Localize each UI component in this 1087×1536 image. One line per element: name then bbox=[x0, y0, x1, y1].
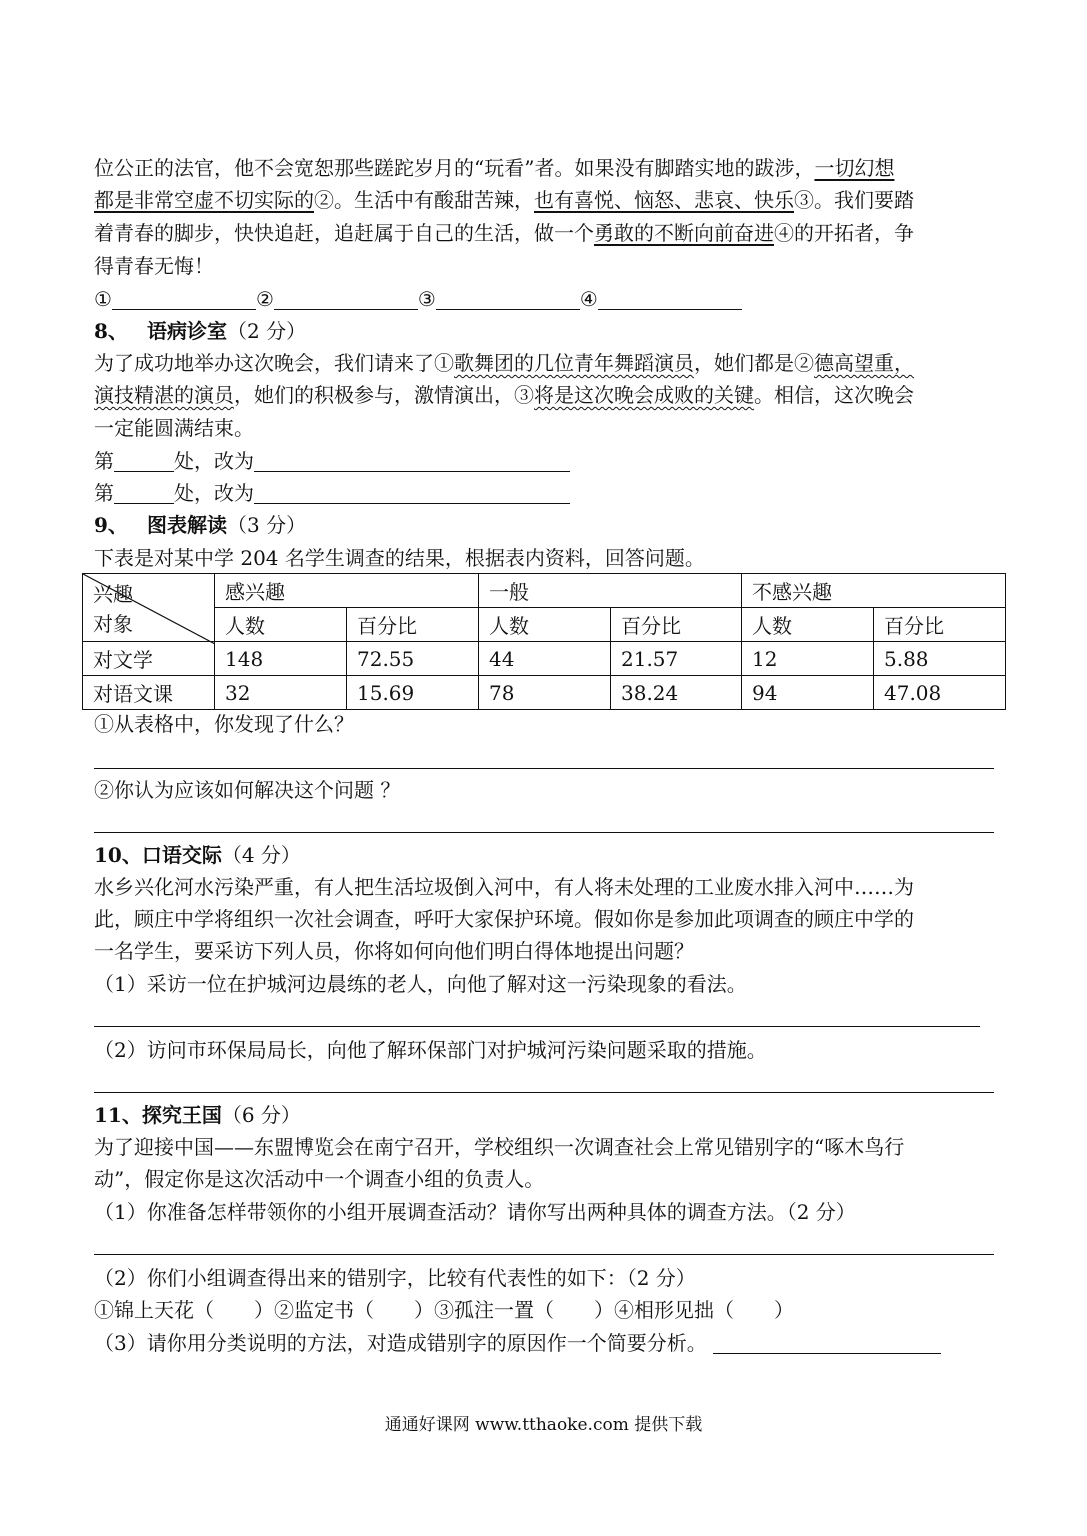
table-subheader-row bbox=[83, 608, 1006, 642]
q11-item-3-text: （3）请你用分类说明的方法，对造成错别字的原因作一个简要分析。 bbox=[94, 1331, 707, 1355]
q9-intro-text: 下表是对某中学 204 名学生调查的结果，根据表内资料，回答问题。 bbox=[94, 546, 705, 570]
q11-heading bbox=[94, 1102, 301, 1128]
passage-text: 位公正的法官，他不会宽恕那些蹉跎岁月的“玩看”者。如果没有脚踏实地的跋涉， bbox=[94, 156, 815, 180]
passage-text: ④的开拓者，争 bbox=[774, 221, 914, 245]
underlined-phrase-1: 一切幻想 bbox=[814, 156, 895, 180]
q8-score: （2 分） bbox=[227, 319, 307, 343]
table-cell: 5.88 bbox=[874, 642, 1006, 676]
q9-heading bbox=[94, 512, 306, 538]
q11-item-1 bbox=[94, 1199, 856, 1225]
q8-title: 语病诊室 bbox=[147, 319, 227, 343]
q8-line-3 bbox=[94, 415, 254, 441]
table-cell: 38.24 bbox=[611, 676, 742, 710]
q10-score: （4 分） bbox=[221, 843, 301, 867]
q9-sub-2-text: ②你认为应该如何解决这个问题 ？ bbox=[94, 778, 401, 802]
q8-wavy-phrase-2-cont: 演技精湛的演员 bbox=[94, 383, 234, 407]
subheader-cell: 人数 bbox=[742, 608, 874, 642]
answer-line-q11-1[interactable] bbox=[94, 1254, 994, 1255]
survey-table bbox=[82, 573, 1006, 710]
passage-text: ②。生活中有酸甜苦辣， bbox=[314, 188, 534, 212]
q10-item-1 bbox=[94, 971, 747, 997]
blank-mark-2: ② bbox=[255, 287, 274, 311]
answer-line-q9-2[interactable] bbox=[94, 832, 994, 833]
q10-line-3 bbox=[94, 938, 694, 964]
q9-sub-2 bbox=[94, 777, 400, 803]
table-cell: 72.55 bbox=[347, 642, 479, 676]
q8-text: 为了成功地举办这次晚会，我们请来了① bbox=[94, 351, 454, 375]
corner-label-bottom: 对象 bbox=[93, 612, 133, 636]
q10-text: 此，顾庄中学将组织一次社会调查，呼吁大家保护环境。假如你是参加此项调查的顾庄中学的 bbox=[94, 907, 914, 931]
table-cell: 47.08 bbox=[874, 676, 1006, 710]
underlined-phrase-3: 也有喜悦、恼怒、悲哀、快乐 bbox=[534, 188, 794, 212]
fix-answer-blank-2[interactable] bbox=[254, 503, 570, 504]
table-corner-cell bbox=[83, 574, 215, 642]
answer-blanks-row bbox=[94, 286, 742, 312]
q9-sub-1 bbox=[94, 711, 354, 737]
q10-item-2-text: （2）访问市环保局局长，向他了解环保部门对护城河污染问题采取的措施。 bbox=[94, 1038, 767, 1062]
q11-words-row bbox=[94, 1297, 794, 1323]
table-cell: 21.57 bbox=[611, 642, 742, 676]
fix-mid: 处，改为 bbox=[174, 481, 254, 505]
answer-blank-q11-3[interactable] bbox=[713, 1353, 941, 1354]
answer-blank-3[interactable] bbox=[436, 309, 580, 310]
corner-label-top: 兴趣 bbox=[93, 582, 133, 606]
fix-position-blank-1[interactable] bbox=[114, 471, 174, 472]
subheader-cell: 人数 bbox=[479, 608, 611, 642]
group-header-neutral: 一般 bbox=[479, 574, 742, 608]
q11-item-2-text: （2）你们小组调查得出来的错别字，比较有代表性的如下：（2 分） bbox=[94, 1266, 696, 1290]
blank-mark-3: ③ bbox=[417, 287, 436, 311]
passage-line-3 bbox=[94, 220, 914, 246]
table-cell: 148 bbox=[215, 642, 347, 676]
q11-title: 探究王国 bbox=[141, 1103, 222, 1127]
passage-text: ③。我们要踏 bbox=[794, 188, 914, 212]
q8-text: ，她们的积极参与，激情演出，③ bbox=[234, 383, 534, 407]
q11-typo-words: ①锦上天花（ ）②监定书（ ）③孤注一置（ ）④相形见拙（ ） bbox=[94, 1298, 794, 1322]
q8-heading bbox=[94, 318, 306, 344]
passage-text: 着青春的脚步，快快追赶，追赶属于自己的生活，做一个 bbox=[94, 221, 594, 245]
q10-item-2 bbox=[94, 1037, 767, 1063]
table-cell: 15.69 bbox=[347, 676, 479, 710]
q8-fix-row-1 bbox=[94, 448, 570, 474]
q8-number: 8、 bbox=[94, 319, 128, 343]
q9-intro bbox=[94, 545, 705, 571]
subheader-cell: 百分比 bbox=[874, 608, 1006, 642]
q10-text: 水乡兴化河水污染严重，有人把生活垃圾倒入河中，有人将未处理的工业废水排入河中……为 bbox=[94, 875, 914, 899]
q11-number: 11、 bbox=[94, 1103, 142, 1127]
q9-title: 图表解读 bbox=[147, 513, 227, 537]
q11-line-2 bbox=[94, 1166, 544, 1192]
answer-blank-1[interactable] bbox=[112, 309, 256, 310]
table-cell: 44 bbox=[479, 642, 611, 676]
q11-item-2 bbox=[94, 1265, 696, 1291]
q10-text: 一名学生，要采访下列人员，你将如何向他们明白得体地提出问题？ bbox=[94, 939, 694, 963]
table-row bbox=[83, 676, 1006, 710]
q8-line-2 bbox=[94, 382, 914, 408]
table-row bbox=[83, 642, 1006, 676]
table-cell: 94 bbox=[742, 676, 874, 710]
q11-text: 为了迎接中国——东盟博览会在南宁召开，学校组织一次调查社会上常见错别字的“啄木鸟行 bbox=[94, 1135, 905, 1159]
passage-line-4 bbox=[94, 253, 214, 279]
passage-text: 得青春无悔！ bbox=[94, 254, 214, 278]
subheader-cell: 人数 bbox=[215, 608, 347, 642]
fix-answer-blank-1[interactable] bbox=[254, 471, 570, 472]
q8-wavy-phrase-1: 歌舞团的几位青年舞蹈演员 bbox=[454, 351, 694, 375]
q11-line-1 bbox=[94, 1134, 904, 1160]
answer-line-q10-1[interactable] bbox=[94, 1026, 980, 1027]
passage-line-2 bbox=[94, 187, 914, 213]
table-cell: 32 bbox=[215, 676, 347, 710]
answer-blank-2[interactable] bbox=[274, 309, 418, 310]
page-footer: 通通好课网 www.tthaoke.com 提供下载 bbox=[384, 1415, 703, 1435]
q8-text: ，她们都是② bbox=[694, 351, 814, 375]
row-label: 对语文课 bbox=[83, 676, 215, 710]
group-header-interested: 感兴趣 bbox=[215, 574, 479, 608]
answer-line-q10-2[interactable] bbox=[94, 1092, 994, 1093]
subheader-cell: 百分比 bbox=[347, 608, 479, 642]
table-cell: 78 bbox=[479, 676, 611, 710]
fix-position-blank-2[interactable] bbox=[114, 503, 174, 504]
q10-item-1-text: （1）采访一位在护城河边晨练的老人，向他了解对这一污染现象的看法。 bbox=[94, 972, 747, 996]
blank-mark-4: ④ bbox=[579, 287, 598, 311]
group-header-not-interested: 不感兴趣 bbox=[742, 574, 1006, 608]
q11-item-1-text: （1）你准备怎样带领你的小组开展调查活动？请你写出两种具体的调查方法。（2 分） bbox=[94, 1200, 856, 1224]
q9-score: （3 分） bbox=[227, 513, 307, 537]
q10-number: 10、 bbox=[94, 843, 142, 867]
blank-mark-1: ① bbox=[94, 287, 112, 311]
table-header-row bbox=[83, 574, 1006, 608]
answer-blank-4[interactable] bbox=[598, 309, 742, 310]
q9-number: 9、 bbox=[94, 513, 128, 537]
q10-line-1 bbox=[94, 874, 914, 900]
fix-prefix: 第 bbox=[94, 481, 114, 505]
fix-prefix: 第 bbox=[94, 449, 114, 473]
q9-sub-1-text: ①从表格中，你发现了什么？ bbox=[94, 712, 354, 736]
q10-line-2 bbox=[94, 906, 914, 932]
answer-line-q9-1[interactable] bbox=[94, 768, 994, 769]
passage-line-1 bbox=[94, 155, 894, 181]
subheader-cell: 百分比 bbox=[611, 608, 742, 642]
underlined-phrase-1-cont: 都是非常空虚不切实际的 bbox=[94, 188, 314, 212]
q11-item-3 bbox=[94, 1330, 941, 1356]
q10-title: 口语交际 bbox=[141, 843, 222, 867]
row-label: 对文学 bbox=[83, 642, 215, 676]
q8-wavy-phrase-3: 将是这次晚会成败的关键 bbox=[534, 383, 754, 407]
underlined-phrase-4: 勇敢的不断向前奋进 bbox=[594, 221, 774, 245]
q8-text: 一定能圆满结束。 bbox=[94, 416, 254, 440]
q8-line-1 bbox=[94, 350, 914, 376]
q8-wavy-phrase-2: 德高望重， bbox=[814, 351, 914, 375]
table-cell: 12 bbox=[742, 642, 874, 676]
q11-text: 动”，假定你是这次活动中一个调查小组的负责人。 bbox=[94, 1167, 545, 1191]
q10-heading bbox=[94, 842, 301, 868]
q8-text: 。相信，这次晚会 bbox=[754, 383, 914, 407]
q11-score: （6 分） bbox=[221, 1103, 301, 1127]
q8-fix-row-2 bbox=[94, 480, 570, 506]
fix-mid: 处，改为 bbox=[174, 449, 254, 473]
